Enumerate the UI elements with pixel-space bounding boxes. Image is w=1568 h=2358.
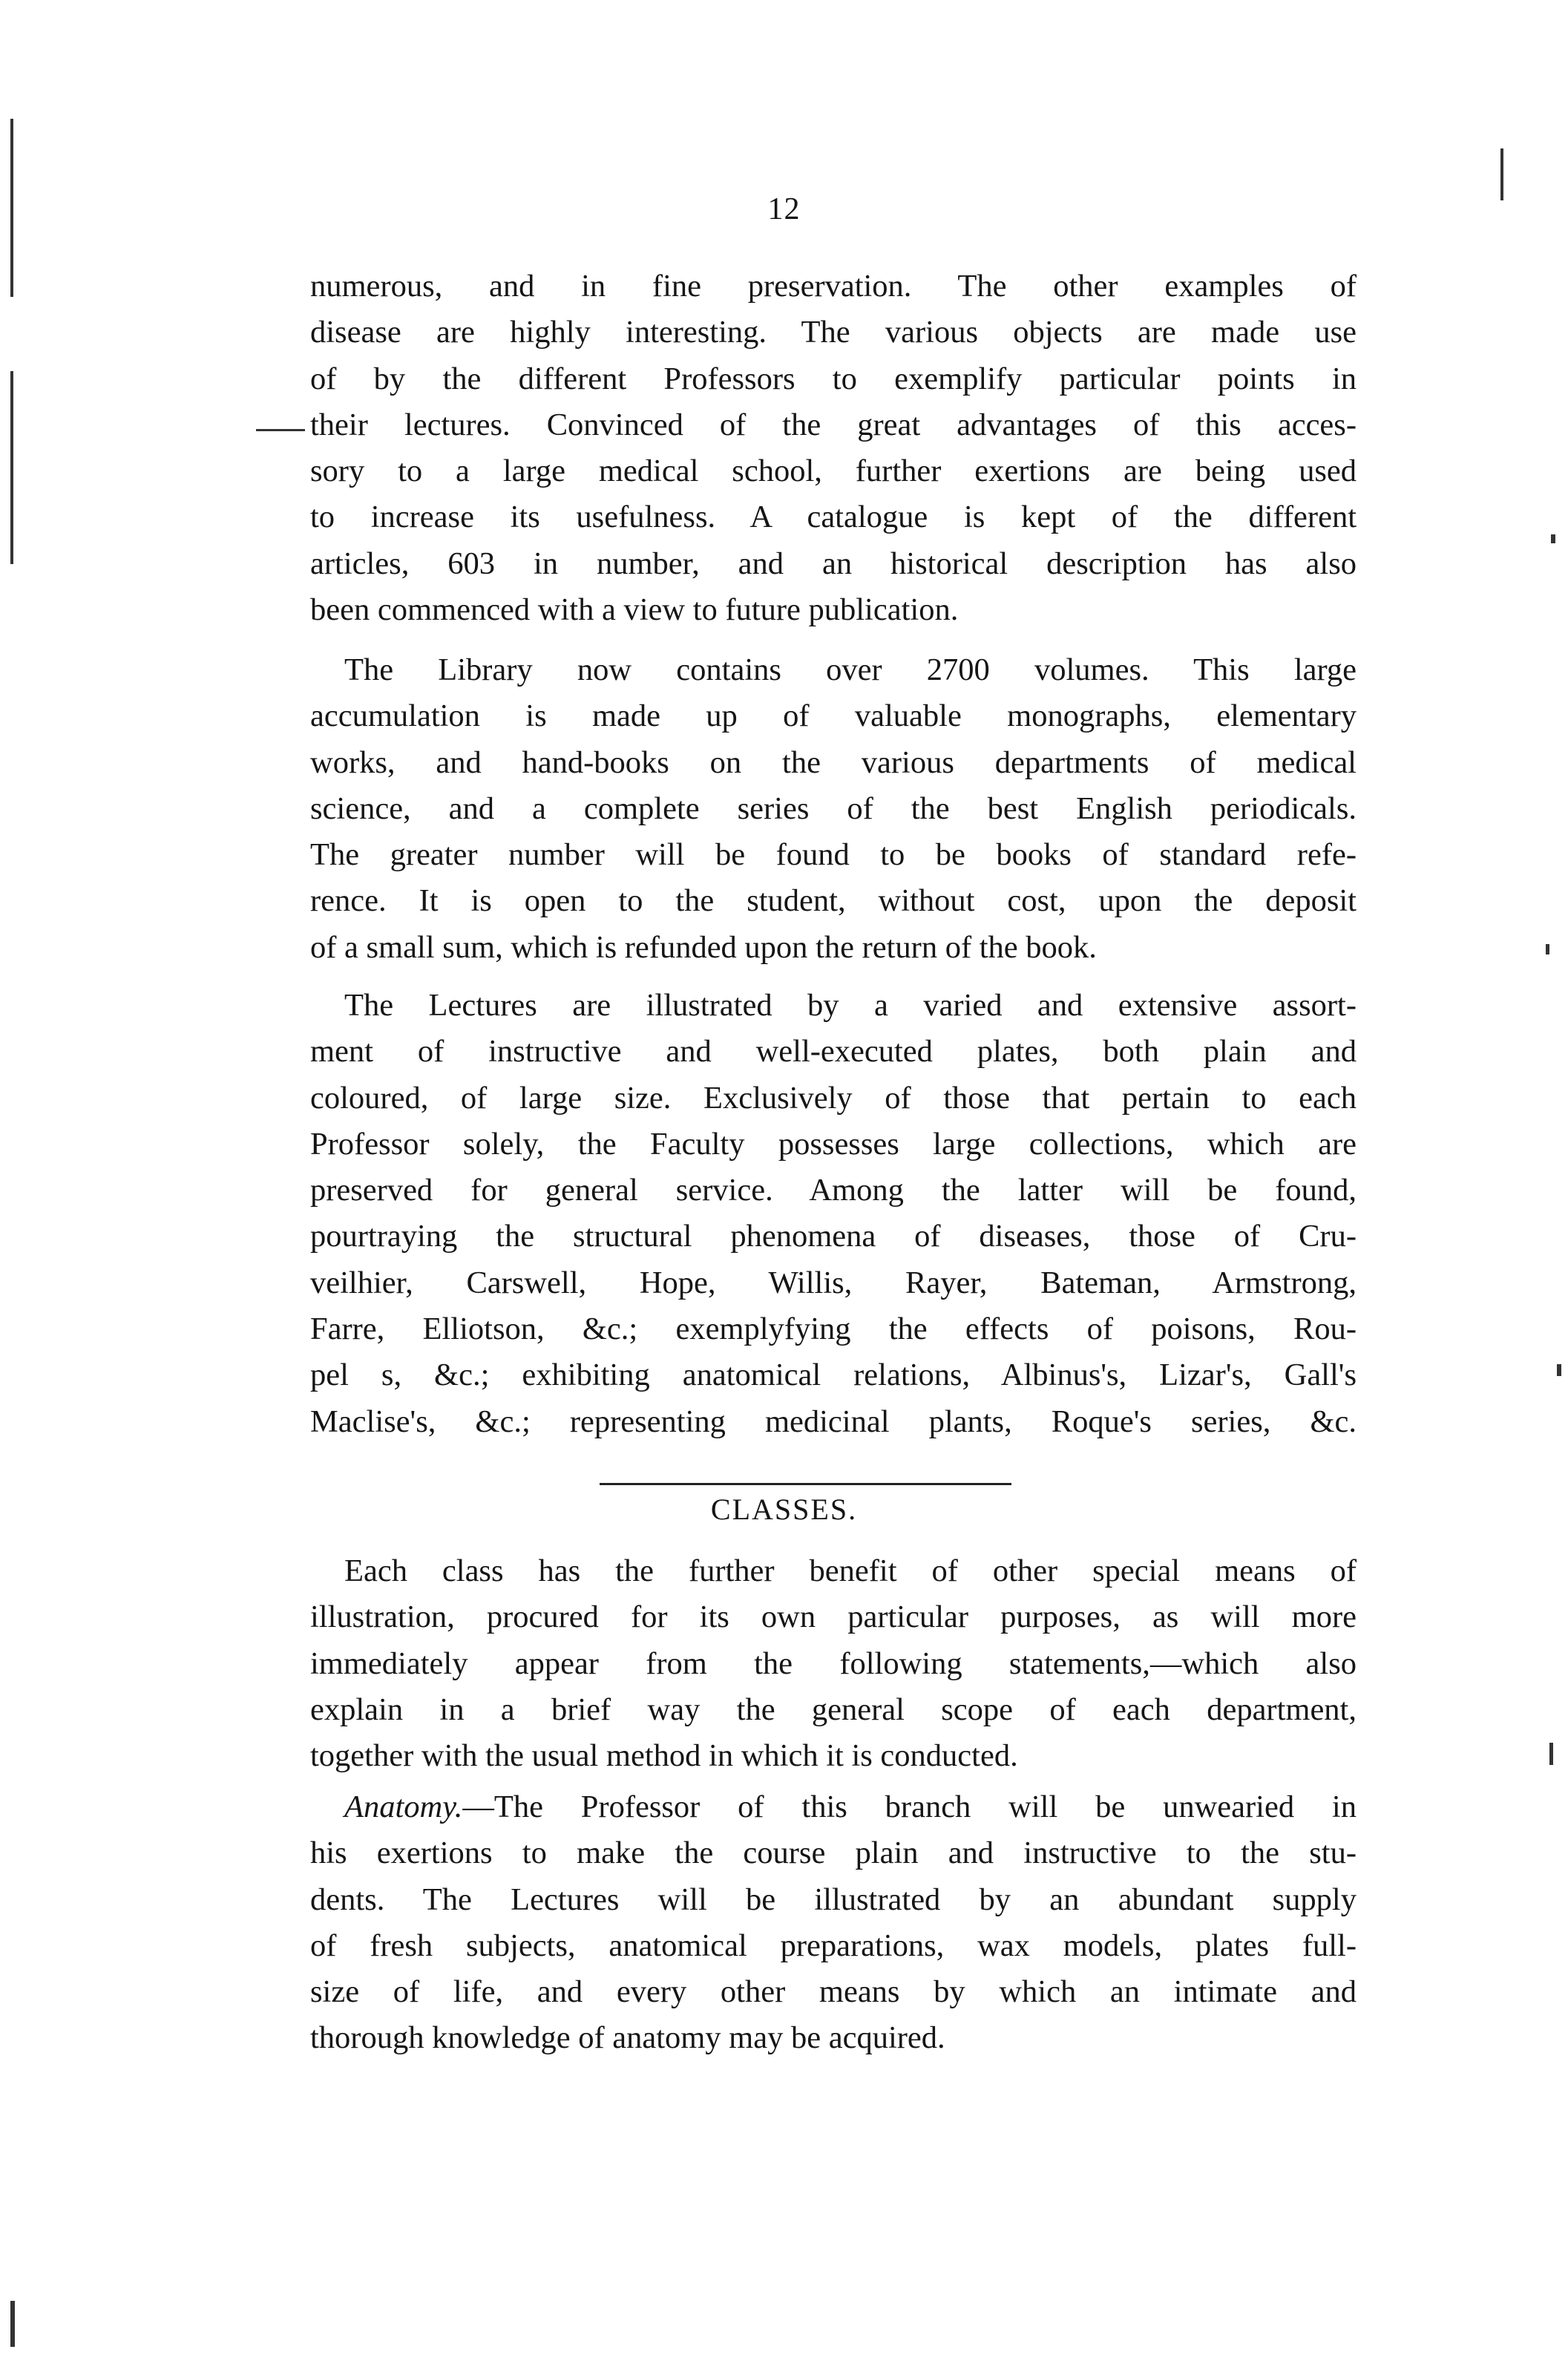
text-line: dents. The Lectures will be illustrated by an abundant supply xyxy=(310,1882,1357,1917)
text-line: explain in a brief way the general scope of each department, xyxy=(310,1691,1357,1727)
scan-mark-left-mid xyxy=(10,371,13,564)
text-line xyxy=(310,1784,1357,1830)
text-line: disease are highly interesting. The various objects are made use xyxy=(310,315,1357,350)
text-line: Professor solely, the Faculty possesses large collections, which are xyxy=(310,1126,1357,1162)
scan-mark-left-bottom xyxy=(10,2301,15,2347)
text-line: numerous, and in fine preservation. The other examples of xyxy=(310,269,1357,304)
text-line: accumulation is made up of valuable monographs, elementary xyxy=(310,698,1357,734)
text-line: illustration, procured for its own particular purposes, as will more xyxy=(310,1599,1357,1635)
text-line: Maclise's, &c.; representing medicinal plants, Roque's series, &c. xyxy=(310,1404,1357,1439)
text-line: of fresh subjects, anatomical preparations, wax models, plates full- xyxy=(310,1928,1357,1963)
section-heading: CLASSES. xyxy=(710,1493,858,1526)
paragraph-library xyxy=(310,647,1357,971)
scan-mark-left-top xyxy=(10,119,13,297)
text-line: The greater number will be found to be books of standard refe- xyxy=(310,837,1357,873)
text-line: veilhier, Carswell, Hope, Willis, Rayer, Bateman, Armstrong, xyxy=(310,1265,1357,1300)
text-line: to increase its usefulness. A catalogue is kept of the different xyxy=(310,500,1357,535)
text-line: coloured, of large size. Exclusively of those that pertain to each xyxy=(310,1080,1357,1116)
scan-mark-right-1 xyxy=(1551,534,1555,543)
paragraph-museum xyxy=(310,263,1357,633)
text-line: immediately appear from the following statements,—which also xyxy=(310,1645,1357,1681)
text-line: together with the usual method in which it is conducted. xyxy=(310,1738,1018,1774)
page-number: 12 xyxy=(767,192,801,226)
text-line: sory to a large medical school, further exertions are being used xyxy=(310,453,1357,489)
scan-mark-right-3 xyxy=(1557,1364,1561,1376)
text-line: Farre, Elliotson, &c.; exemplyfying the effects of poisons, Rou- xyxy=(310,1311,1357,1347)
paragraph-anatomy xyxy=(310,1784,1357,2062)
scan-mark-right-2 xyxy=(1546,944,1549,954)
scan-mark-right-4 xyxy=(1549,1743,1553,1765)
text-line: articles, 603 in number, and an historical description has also xyxy=(310,546,1357,581)
text-line: science, and a complete series of the best English periodicals. xyxy=(310,790,1357,826)
text-line: rence. It is open to the student, without cost, upon the deposit xyxy=(310,883,1357,919)
text-line: thorough knowledge of anatomy may be acquired. xyxy=(310,2020,945,2056)
anatomy-lead: Anatomy. xyxy=(344,1789,463,1824)
scan-mark-right-top xyxy=(1500,148,1503,200)
anatomy-first-line: —The Professor of this branch will be unwearied in xyxy=(462,1789,1357,1824)
text-line: his exertions to make the course plain and instructive to the stu- xyxy=(310,1835,1357,1871)
text-line: Each class has the further benefit of other special means of xyxy=(344,1553,1357,1588)
text-line: of by the different Professors to exemplify particular points in xyxy=(310,361,1357,396)
text-line: The Lectures are illustrated by a varied and extensive assort- xyxy=(344,988,1357,1023)
text-line: their lectures. Convinced of the great advantages of this acces- xyxy=(310,407,1357,442)
paragraph-classes xyxy=(310,1548,1357,1779)
text-line: been commenced with a view to future publication. xyxy=(310,592,959,628)
text-line: The Library now contains over 2700 volumes. This large xyxy=(344,652,1357,687)
text-line: preserved for general service. Among the latter will be found, xyxy=(310,1173,1357,1208)
scan-mark-left-dash xyxy=(256,429,305,431)
text-line: works, and hand-books on the various departments of medical xyxy=(310,744,1357,780)
paragraph-plates xyxy=(310,983,1357,1445)
text-line: pel s, &c.; exhibiting anatomical relations, Albinus's, Lizar's, Gall's xyxy=(310,1358,1357,1393)
text-line: size of life, and every other means by which an intimate and xyxy=(310,1974,1357,2010)
text-line: of a small sum, which is refunded upon the return of the book. xyxy=(310,929,1097,965)
section-divider xyxy=(600,1483,1011,1485)
text-line: pourtraying the structural phenomena of diseases, those of Cru- xyxy=(310,1219,1357,1254)
text-line: ment of instructive and well-executed plates, both plain and xyxy=(310,1034,1357,1070)
